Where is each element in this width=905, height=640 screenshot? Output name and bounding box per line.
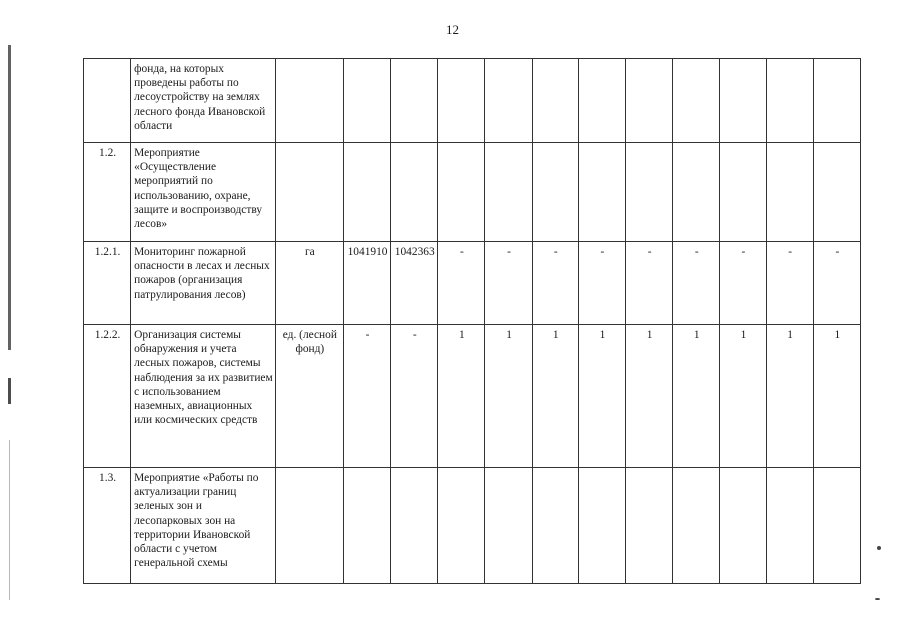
value-cell — [626, 143, 673, 242]
value-cell — [438, 59, 485, 143]
table-row — [84, 143, 861, 242]
value-cell — [720, 143, 766, 242]
value-cell — [626, 59, 673, 143]
value-cell — [578, 143, 625, 242]
value-cell: - — [485, 242, 532, 325]
value-cell: 1 — [485, 325, 532, 468]
value-cell: 1041910 — [343, 242, 390, 325]
value-cell: - — [438, 242, 485, 325]
value-cell — [391, 59, 438, 143]
value-cell: 1 — [532, 325, 578, 468]
value-cell — [813, 143, 860, 242]
value-cell — [766, 468, 813, 584]
indicator-name-cell: Мониторинг пожарной опасности в лесах и лесных пожаров (организация патрулирования лесов) — [131, 242, 276, 325]
value-cell — [673, 143, 720, 242]
value-cell — [532, 468, 578, 584]
value-cell — [391, 143, 438, 242]
row-number-cell: 1.2. — [84, 143, 131, 242]
scan-speck — [875, 598, 880, 600]
value-cell: 1 — [766, 325, 813, 468]
value-cell: - — [578, 242, 625, 325]
value-cell — [485, 143, 532, 242]
value-cell — [343, 468, 390, 584]
value-cell — [673, 59, 720, 143]
table-row — [84, 468, 861, 584]
scan-edge-mark — [8, 378, 11, 404]
value-cell — [720, 59, 766, 143]
value-cell — [438, 143, 485, 242]
value-cell — [532, 59, 578, 143]
value-cell — [578, 468, 625, 584]
indicator-name-cell: Мероприятие «Осуществление мероприятий по использованию, охране, защите и воспроизводству лесов» — [131, 143, 276, 242]
table-row — [84, 59, 861, 143]
value-cell — [343, 143, 390, 242]
value-cell: - — [673, 242, 720, 325]
value-cell — [343, 59, 390, 143]
row-number-cell: 1.2.1. — [84, 242, 131, 325]
value-cell — [532, 143, 578, 242]
value-cell: 1 — [578, 325, 625, 468]
value-cell — [766, 59, 813, 143]
value-cell — [813, 59, 860, 143]
value-cell: 1 — [438, 325, 485, 468]
value-cell — [766, 143, 813, 242]
table-row — [84, 242, 861, 325]
value-cell: - — [766, 242, 813, 325]
value-cell — [485, 59, 532, 143]
value-cell: 1 — [673, 325, 720, 468]
unit-cell — [275, 468, 343, 584]
row-number-cell: 1.3. — [84, 468, 131, 584]
value-cell — [673, 468, 720, 584]
unit-cell — [275, 143, 343, 242]
indicator-name-cell: Организация системы обнаружения и учета лесных пожаров, системы наблюдения за их развитием с использованием наземных, авиационных или космических средств — [131, 325, 276, 468]
value-cell: - — [813, 242, 860, 325]
page-number: 12 — [446, 22, 459, 37]
value-cell: - — [720, 242, 766, 325]
scan-edge-mark — [8, 45, 11, 350]
report-table — [83, 58, 861, 584]
value-cell: - — [391, 325, 438, 468]
unit-cell — [275, 59, 343, 143]
table-row — [84, 325, 861, 468]
value-cell — [485, 468, 532, 584]
value-cell: 1 — [813, 325, 860, 468]
value-cell — [438, 468, 485, 584]
scan-edge-mark — [9, 440, 10, 600]
value-cell — [720, 468, 766, 584]
value-cell — [626, 468, 673, 584]
unit-cell: га — [275, 242, 343, 325]
value-cell: 1042363 — [391, 242, 438, 325]
value-cell: - — [343, 325, 390, 468]
value-cell — [578, 59, 625, 143]
indicator-name-cell: фонда, на которых проведены работы по лесоустройству на землях лесного фонда Ивановской области — [131, 59, 276, 143]
value-cell — [813, 468, 860, 584]
value-cell — [391, 468, 438, 584]
row-number-cell: 1.2.2. — [84, 325, 131, 468]
row-number-cell — [84, 59, 131, 143]
value-cell: - — [532, 242, 578, 325]
value-cell: - — [626, 242, 673, 325]
indicator-name-cell: Мероприятие «Работы по актуализации границ зеленых зон и лесопарковых зон на территории Ивановской области с учетом генеральной схемы — [131, 468, 276, 584]
value-cell: 1 — [626, 325, 673, 468]
value-cell: 1 — [720, 325, 766, 468]
unit-cell: ед. (лесной фонд) — [275, 325, 343, 468]
scan-speck — [877, 546, 881, 550]
